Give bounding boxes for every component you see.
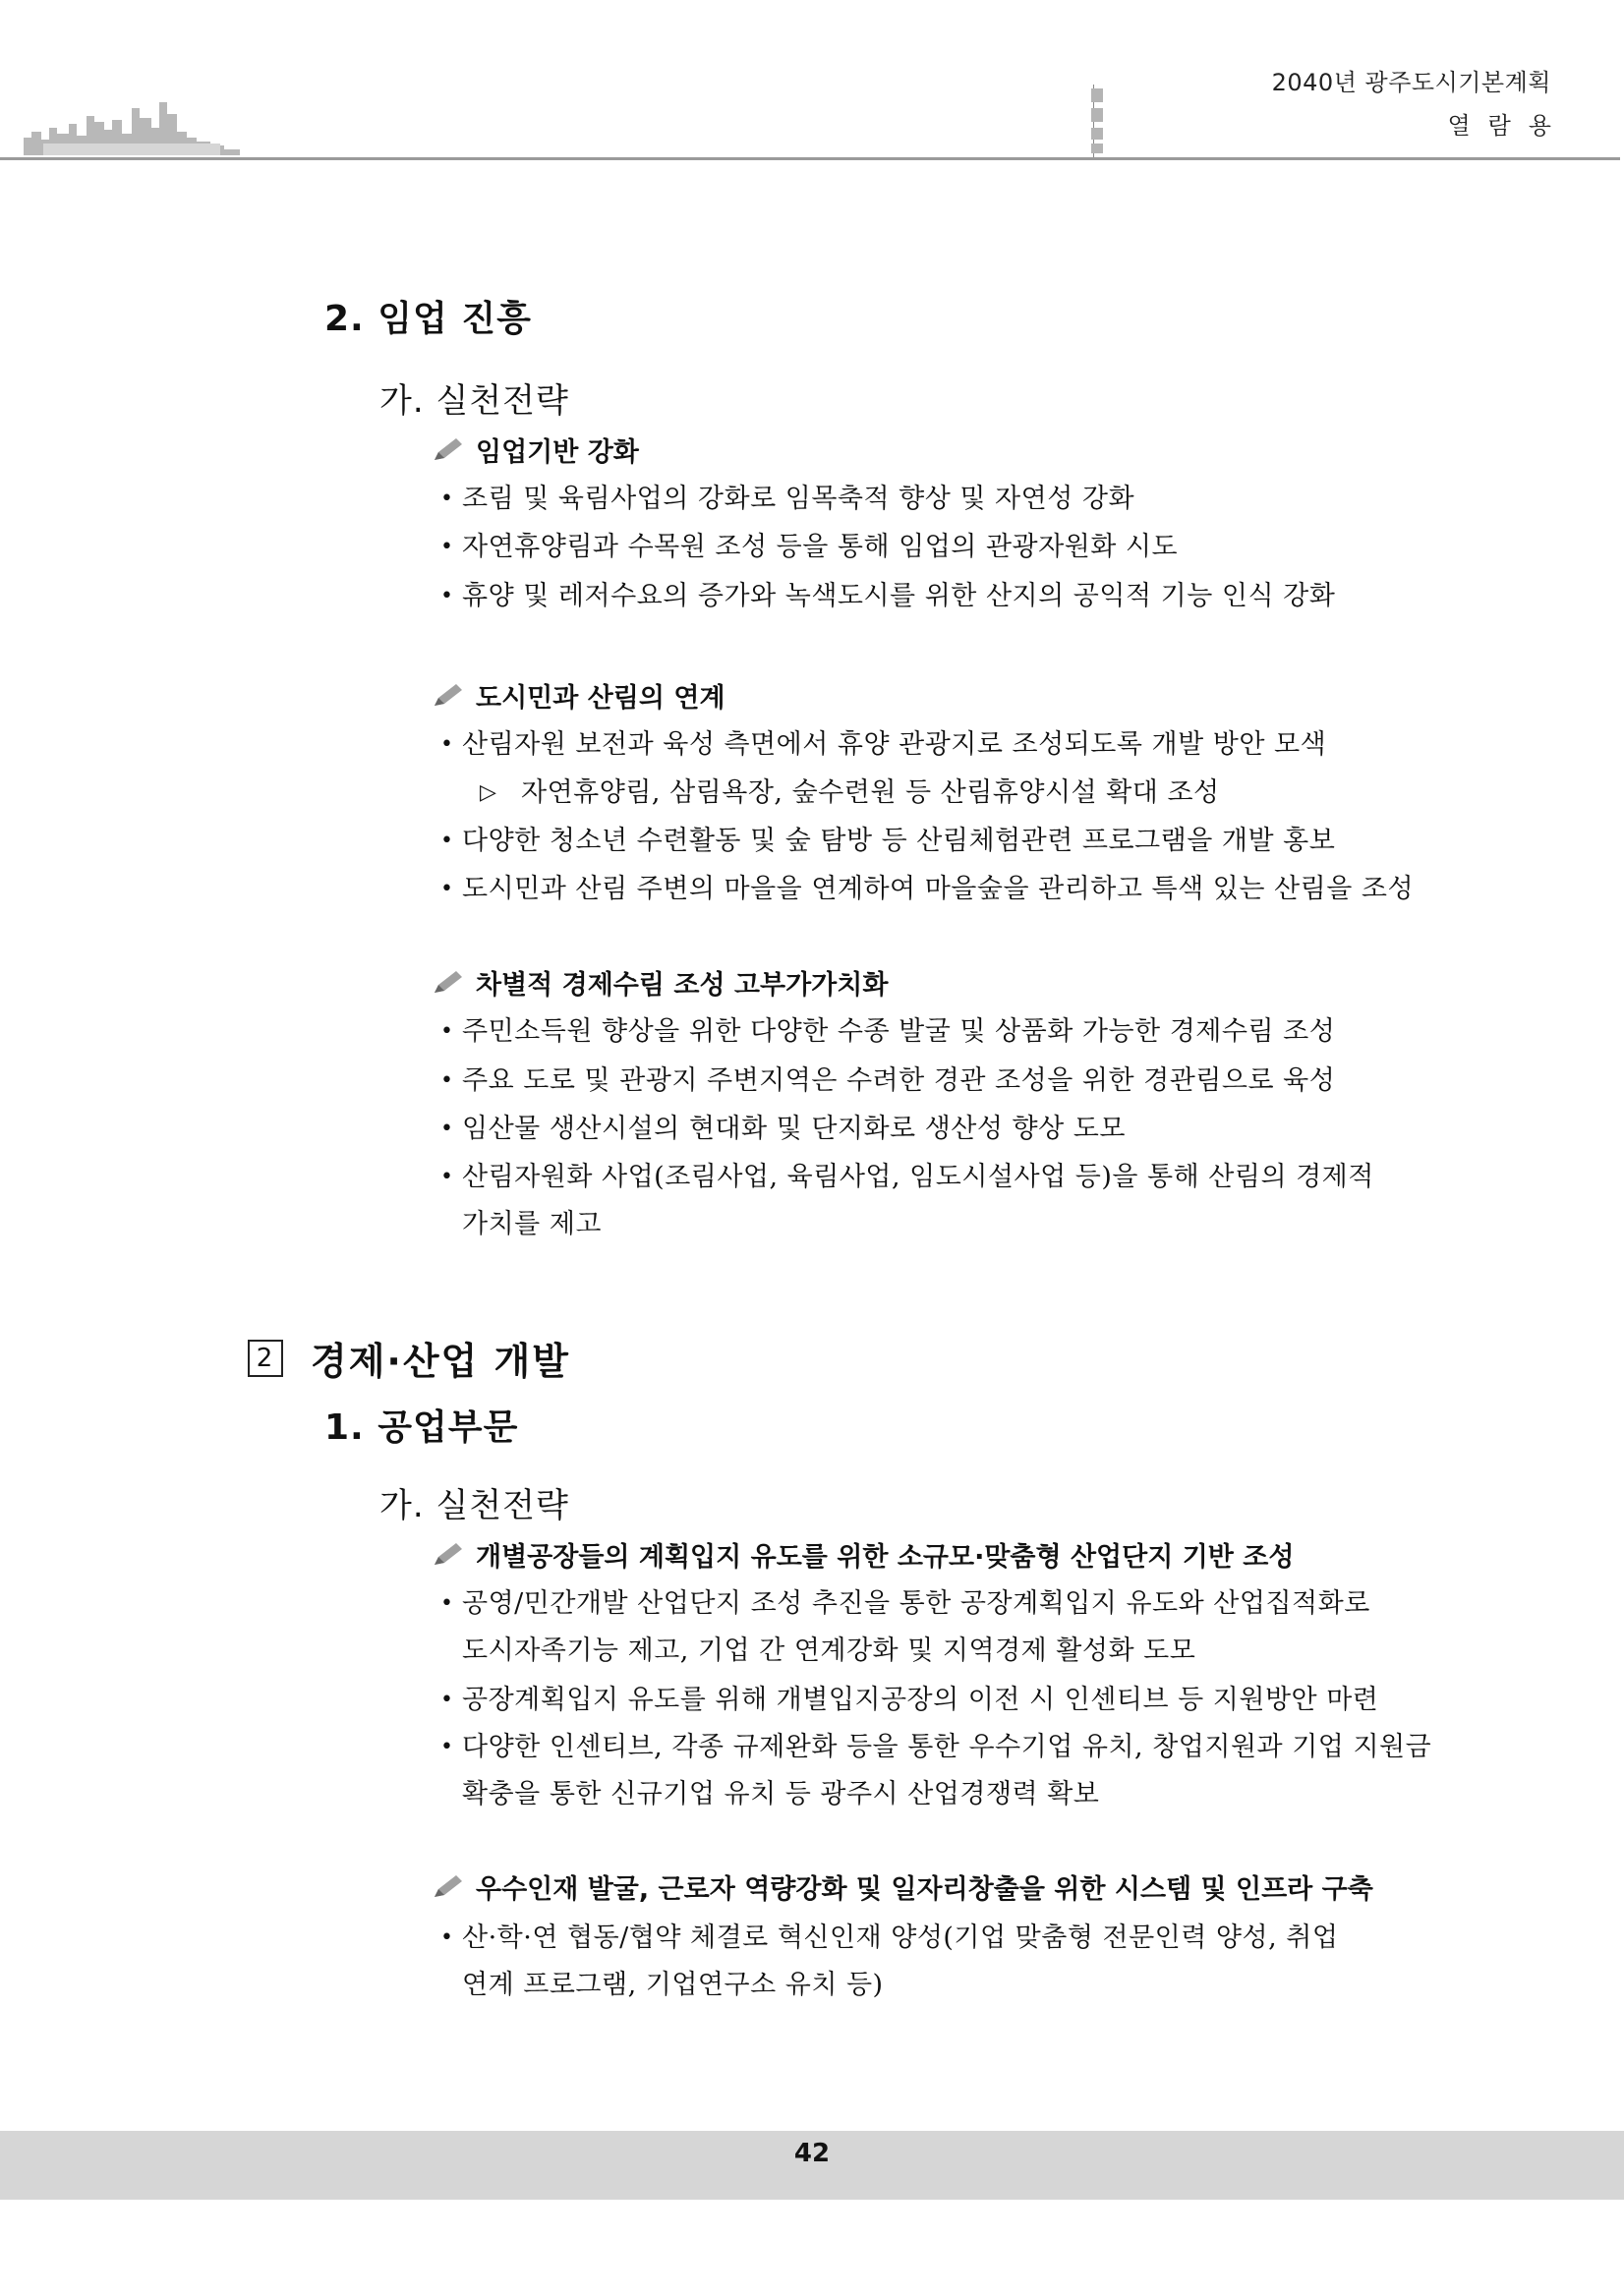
document-subtitle: 열람용	[1447, 112, 1569, 140]
header-divider-bars	[1091, 86, 1103, 155]
list-item: • 산림자원 보전과 육성 측면에서 휴양 관광지로 조성되도록 개발 방안 모색	[462, 721, 1416, 769]
pencil-icon	[431, 682, 464, 710]
list-item: • 공영/민간개발 산업단지 조성 추진을 통한 공장계획입지 유도와 산업집적화로	[462, 1580, 1416, 1628]
pencil-icon	[431, 1541, 464, 1569]
pencil-icon	[431, 1873, 464, 1901]
bullet-icon: •	[440, 829, 454, 853]
bullet-icon: •	[440, 732, 454, 757]
bullet-icon: •	[440, 1165, 454, 1189]
list-item-continuation: 가치를 제고	[462, 1209, 602, 1239]
list-item: • 주민소득원 향상을 위한 다양한 수종 발굴 및 상품화 가능한 경제수림 조성	[462, 1008, 1416, 1056]
bullet-icon: •	[440, 1925, 454, 1950]
section-heading-industry: 1. 공업부문	[324, 1407, 519, 1448]
group-title-text: 우수인재 발굴, 근로자 역량강화 및 일자리창출을 위한 시스템 및 인프라 구축	[476, 1874, 1373, 1905]
group-title-text: 임업기반 강화	[476, 437, 639, 468]
strategy-group-title	[431, 430, 639, 469]
bullet-icon: •	[440, 1019, 454, 1044]
sub-list-item: ▷ 자연휴양림, 삼림욕장, 숲수련원 등 산림휴양시설 확대 조성	[521, 770, 1475, 817]
page-number: 42	[793, 2139, 831, 2168]
bullet-icon: •	[440, 487, 454, 511]
list-item-continuation: 연계 프로그램, 기업연구소 유치 등)	[462, 1970, 884, 2000]
city-skyline-logo	[24, 94, 260, 157]
list-item-continuation: 확충을 통한 신규기업 유치 등 광주시 산업경쟁력 확보	[462, 1779, 1100, 1809]
chapter-number-box: 2	[248, 1340, 283, 1377]
chapter-title: 경제·산업 개발	[311, 1340, 570, 1383]
bullet-icon: •	[440, 1591, 454, 1616]
bullet-icon: •	[440, 1068, 454, 1093]
list-item: • 자연휴양림과 수목원 조성 등을 통해 임업의 관광자원화 시도	[462, 524, 1416, 571]
bullet-icon: •	[440, 1117, 454, 1141]
strategy-group-title	[431, 1867, 1373, 1906]
list-item: • 도시민과 산림 주변의 마을을 연계하여 마을숲을 관리하고 특색 있는 산림을 조성	[462, 866, 1416, 913]
list-item: • 임산물 생산시설의 현대화 및 단지화로 생산성 향상 도모	[462, 1106, 1416, 1153]
bullet-icon: •	[440, 1735, 454, 1759]
list-item: • 조림 및 육림사업의 강화로 임목축적 향상 및 자연성 강화	[462, 476, 1416, 523]
page-header	[0, 0, 1624, 167]
bullet-icon: •	[440, 535, 454, 559]
sub-heading-strategy: 가. 실천전략	[379, 1486, 569, 1525]
list-item-continuation: 도시자족기능 제고, 기업 간 연계강화 및 지역경제 활성화 도모	[462, 1636, 1196, 1666]
strategy-group-title	[431, 1535, 1294, 1574]
sub-heading-strategy: 가. 실천전략	[379, 381, 569, 421]
list-item: • 공장계획입지 유도를 위해 개별입지공장의 이전 시 인센티브 등 지원방안 마련	[462, 1677, 1416, 1724]
strategy-group-title	[431, 676, 725, 715]
document-title: 2040년 광주도시기본계획	[1271, 69, 1551, 96]
bullet-icon: •	[440, 877, 454, 901]
group-title-text: 개별공장들의 계획입지 유도를 위한 소규모·맞춤형 산업단지 기반 조성	[476, 1542, 1295, 1573]
pencil-icon	[431, 969, 464, 997]
triangle-right-icon: ▷	[480, 780, 497, 805]
chapter-heading-economy	[248, 1331, 570, 1385]
list-item: • 주요 도로 및 관광지 주변지역은 수려한 경관 조성을 위한 경관림으로 육성	[462, 1058, 1416, 1105]
section-heading-forestry: 2. 임업 진흥	[324, 299, 532, 339]
list-item: • 다양한 청소년 수련활동 및 숲 탐방 등 산림체험관련 프로그램을 개발 홍보	[462, 818, 1416, 865]
header-rule	[0, 157, 1620, 160]
list-item: • 휴양 및 레저수요의 증가와 녹색도시를 위한 산지의 공익적 기능 인식 강화	[462, 573, 1416, 620]
bullet-icon: •	[440, 1688, 454, 1712]
list-item: • 산·학·연 협동/협약 체결로 혁신인재 양성(기업 맞춤형 전문인력 양성, 취업	[462, 1915, 1416, 1962]
strategy-group-title	[431, 963, 888, 1002]
bullet-icon: •	[440, 584, 454, 608]
group-title-text: 도시민과 산림의 연계	[476, 683, 725, 714]
list-item: • 산림자원화 사업(조림사업, 육림사업, 임도시설사업 등)을 통해 산림의 경제적	[462, 1154, 1416, 1201]
group-title-text: 차별적 경제수림 조성 고부가가치화	[476, 970, 889, 1001]
list-item: • 다양한 인센티브, 각종 규제완화 등을 통한 우수기업 유치, 창업지원과 기업 지원금	[462, 1724, 1416, 1771]
pencil-icon	[431, 436, 464, 464]
